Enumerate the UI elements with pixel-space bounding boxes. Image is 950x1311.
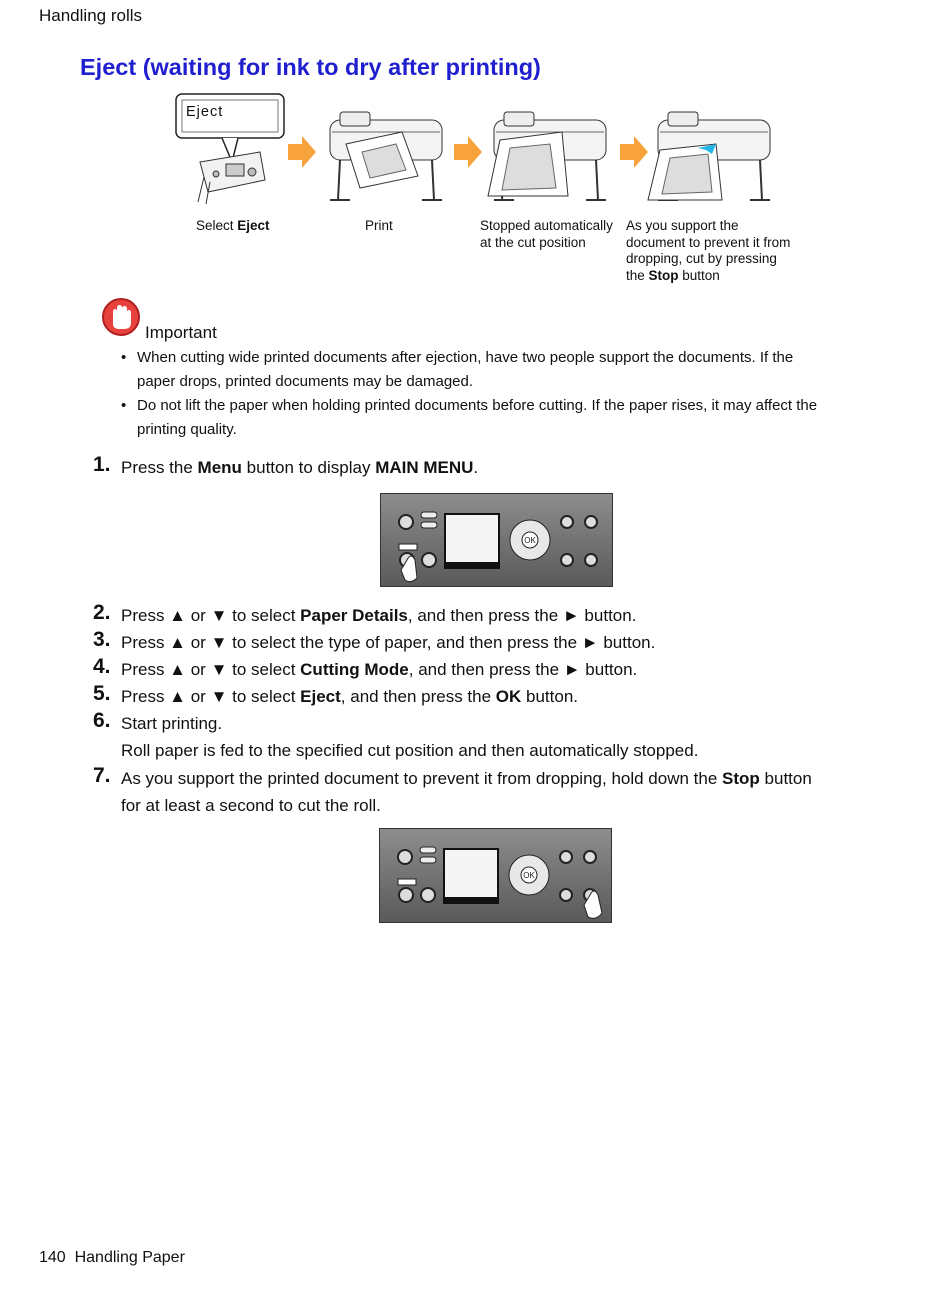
- important-label: Important: [145, 323, 217, 342]
- step-1-text: Press the Menu button to display MAIN MENU.: [121, 458, 479, 477]
- printer-stopped: [488, 112, 606, 200]
- step-6-text: Start printing. Roll paper is fed to the specified cut position and then automatically stopped.: [121, 714, 699, 760]
- eject-figure: [170, 92, 790, 212]
- chapter-title: Handling Paper: [74, 1249, 185, 1266]
- step-number: 3.: [93, 628, 111, 651]
- section-title: Eject (waiting for ink to dry after printing): [80, 54, 541, 80]
- important-bullet-2: • Do not lift the paper when holding printed documents before cutting. If the paper rises, it may affect the printing quality.: [137, 394, 817, 441]
- step-number: 5.: [93, 682, 111, 705]
- hand-stop-icon: [100, 297, 142, 337]
- page-footer: [39, 1249, 185, 1267]
- printer-cut: [648, 112, 770, 200]
- step-number: 1.: [93, 453, 111, 476]
- step-4-text: Press ▲ or ▼ to select Cutting Mode, and then press the ► button.: [121, 660, 638, 679]
- running-header: Handling rolls: [39, 6, 142, 25]
- caption-stopped: Stopped automatically at the cut position: [480, 218, 613, 250]
- step-5-text: Press ▲ or ▼ to select Eject, and then press the OK button.: [121, 687, 579, 706]
- step-3-text: Press ▲ or ▼ to select the type of paper, and then press the ► button.: [121, 633, 656, 652]
- caption-select-eject: Select Eject: [196, 218, 270, 233]
- caption-cut: As you support the document to prevent it from dropping, cut by pressing the Stop button: [626, 218, 791, 283]
- callout-label: Eject: [186, 104, 224, 120]
- bullet-dot: •: [121, 349, 127, 366]
- step-number: 6.: [93, 709, 111, 732]
- step-7-text: As you support the printed document to prevent it from dropping, hold down the Stop button for at least a second to cut the roll.: [121, 769, 812, 815]
- control-panel-menu: [380, 493, 613, 587]
- step-2-text: Press ▲ or ▼ to select Paper Details, and then press the ► button.: [121, 606, 637, 625]
- important-bullet-1: • When cutting wide printed documents after ejection, have two people support the documents. If the paper drops, printed documents may be damaged.: [137, 346, 793, 393]
- step-number: 7.: [93, 764, 111, 787]
- svg-text:OK: OK: [524, 536, 536, 545]
- svg-text:OK: OK: [523, 871, 535, 880]
- step-number: 4.: [93, 655, 111, 678]
- eject-sequence-illustration: [170, 92, 790, 212]
- page-number: 140: [39, 1249, 66, 1266]
- control-panel-stop: [379, 828, 612, 923]
- bullet-dot: •: [121, 397, 127, 414]
- printer-print: [330, 112, 442, 200]
- step-number: 2.: [93, 601, 111, 624]
- caption-print: Print: [365, 218, 393, 233]
